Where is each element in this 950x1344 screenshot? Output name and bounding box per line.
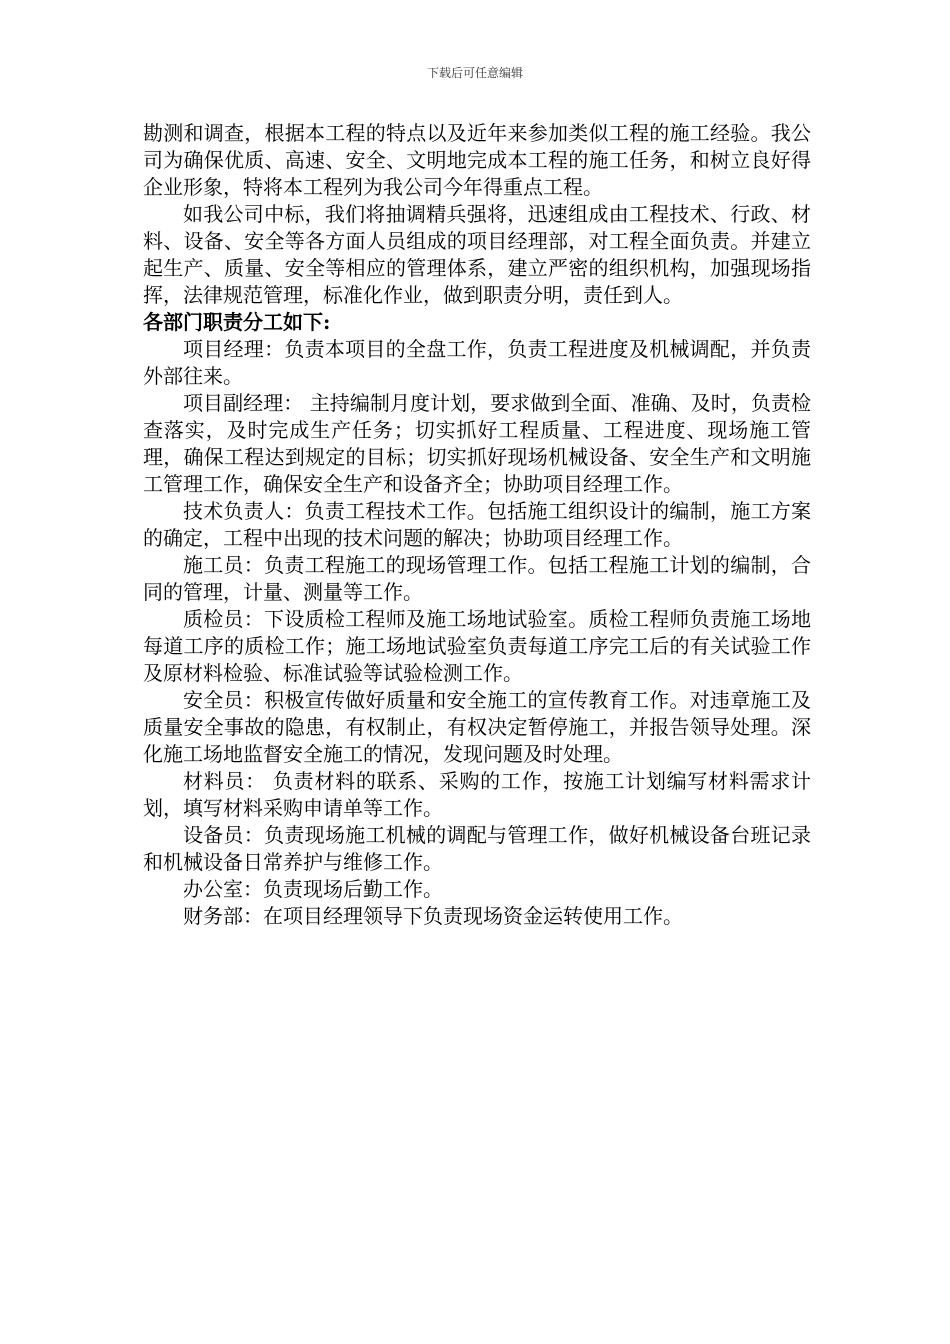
duty-equipment-officer: 设备员：负责现场施工机械的调配与管理工作，做好机械设备台班记录和机械设备日常养护与维修工作。 xyxy=(143,823,811,874)
document-body xyxy=(143,120,811,930)
duty-deputy-manager: 项目副经理： 主持编制月度计划，要求做到全面、准确、及时，负责检查落实，及时完成生产任务；切实抓好工程质量、工程进度、现场施工管理，确保工程达到规定的目标；切实抓好现场机械设备、安全生产和文明施工管理工作，确保安全生产和设备齐全；协助项目经理工作。 xyxy=(143,391,811,496)
duty-technical-lead: 技术负责人：负责工程技术工作。包括施工组织设计的编制，施工方案的确定，工程中出现的技术问题的解决；协助项目经理工作。 xyxy=(143,499,811,550)
duty-materials-officer: 材料员： 负责材料的联系、采购的工作，按施工计划编写材料需求计划，填写材料采购申请单等工作。 xyxy=(143,769,811,820)
section-heading: 各部门职责分工如下: xyxy=(143,310,331,334)
duty-quality-inspector: 质检员：下设质检工程师及施工场地试验室。质检工程师负责施工场地每道工序的质检工作；施工场地试验室负责每道工序完工后的有关试验工作及原材料检验、标准试验等试验检测工作。 xyxy=(143,607,811,685)
duty-construction-officer: 施工员：负责工程施工的现场管理工作。包括工程施工计划的编制，合同的管理，计量、测量等工作。 xyxy=(143,553,811,604)
duty-office: 办公室：负责现场后勤工作。 xyxy=(183,877,443,901)
paragraph-intro-continuation: 勘测和调查，根据本工程的特点以及近年来参加类似工程的施工经验。我公司为确保优质、高速、安全、文明地完成本工程的施工任务，和树立良好得企业形象，特将本工程列为我公司今年得重点工程。 xyxy=(143,121,811,199)
duty-safety-officer: 安全员：积极宣传做好质量和安全施工的宣传教育工作。对违章施工及质量安全事故的隐患，有权制止，有权决定暂停施工，并报告领导处理。深化施工场地监督安全施工的情况，发现问题及时处理。 xyxy=(143,688,811,766)
page-header: 下载后可任意编辑 xyxy=(426,66,523,80)
paragraph-bid-commitment: 如我公司中标，我们将抽调精兵强将，迅速组成由工程技术、行政、材料、设备、安全等各方面人员组成的项目经理部，对工程全面负责。并建立起生产、质量、安全等相应的管理体系，建立严密的组织机构，加强现场指挥，法律规范管理，标准化作业，做到职责分明，责任到人。 xyxy=(143,202,811,307)
duty-project-manager: 项目经理：负责本项目的全盘工作，负责工程进度及机械调配，并负责外部往来。 xyxy=(143,337,811,388)
duty-finance: 财务部：在项目经理领导下负责现场资金运转使用工作。 xyxy=(183,904,683,928)
